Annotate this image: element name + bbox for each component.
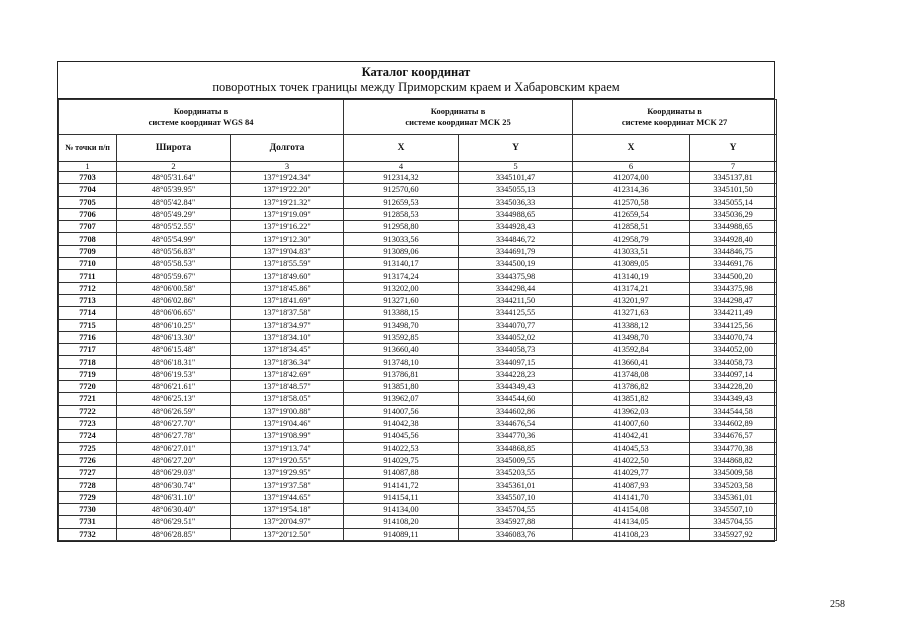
table-cell: 413786,82 [573, 381, 690, 393]
table-row [59, 270, 777, 282]
table-cell: 3344058,73 [690, 356, 777, 368]
table-cell: 48°06'15.48" [117, 344, 231, 356]
table-cell: 914134,00 [344, 504, 459, 516]
table-cell: 48°06'27.70" [117, 417, 231, 429]
point-number-cell: 7717 [59, 344, 117, 356]
table-cell: 3344211,49 [690, 307, 777, 319]
table-cell: 913140,17 [344, 258, 459, 270]
table-cell: 912570,60 [344, 184, 459, 196]
table-cell: 3344691,79 [459, 245, 573, 257]
table-cell: 414141,70 [573, 491, 690, 503]
table-cell: 48°06'31.10" [117, 491, 231, 503]
table-cell: 914007,56 [344, 405, 459, 417]
table-row [59, 467, 777, 479]
table-cell: 914042,38 [344, 417, 459, 429]
table-cell: 137°19'22.20" [231, 184, 344, 196]
table-cell: 413174,21 [573, 282, 690, 294]
catalog-subtitle: поворотных точек границы между Приморским краем и Хабаровским краем [212, 80, 620, 94]
table-cell: 412958,79 [573, 233, 690, 245]
table-cell: 913089,06 [344, 245, 459, 257]
table-cell: 912314,32 [344, 172, 459, 184]
table-cell: 48°06'18.31" [117, 356, 231, 368]
column-header-x-msk27: X [573, 135, 690, 162]
table-cell: 3344298,47 [690, 294, 777, 306]
point-number-cell: 7709 [59, 245, 117, 257]
column-index: 1 [59, 162, 117, 172]
point-number-cell: 7721 [59, 393, 117, 405]
table-cell: 3344349,43 [459, 381, 573, 393]
point-number-cell: 7719 [59, 368, 117, 380]
table-cell: 48°05'52.55" [117, 221, 231, 233]
table-cell: 3344070,77 [459, 319, 573, 331]
table-cell: 914029,75 [344, 454, 459, 466]
table-cell: 912659,53 [344, 196, 459, 208]
table-cell: 137°19'20.55" [231, 454, 344, 466]
table-cell: 913388,15 [344, 307, 459, 319]
table-cell: 137°20'12.50" [231, 528, 344, 540]
point-number-cell: 7708 [59, 233, 117, 245]
table-cell: 914089,11 [344, 528, 459, 540]
table-cell: 413271,63 [573, 307, 690, 319]
table-cell: 48°06'26.59" [117, 405, 231, 417]
table-cell: 3344058,73 [459, 344, 573, 356]
table-cell: 48°05'58.53" [117, 258, 231, 270]
table-cell: 48°05'49.29" [117, 208, 231, 220]
table-cell: 137°19'19.09" [231, 208, 344, 220]
table-cell: 137°19'12.30" [231, 233, 344, 245]
table-cell: 3344846,72 [459, 233, 573, 245]
column-index: 2 [117, 162, 231, 172]
coordinate-catalog [57, 61, 775, 542]
table-cell: 3344846,75 [690, 245, 777, 257]
catalog-title: Каталог координат [361, 65, 471, 79]
point-number-cell: 7714 [59, 307, 117, 319]
table-cell: 413748,08 [573, 368, 690, 380]
table-cell: 912858,53 [344, 208, 459, 220]
point-number-cell: 7724 [59, 430, 117, 442]
table-cell: 137°19'29.95" [231, 467, 344, 479]
table-cell: 413140,19 [573, 270, 690, 282]
table-cell: 913786,81 [344, 368, 459, 380]
table-cell: 913851,80 [344, 381, 459, 393]
table-cell: 48°06'25.13" [117, 393, 231, 405]
table-cell: 3344125,56 [690, 319, 777, 331]
table-cell: 914045,56 [344, 430, 459, 442]
table-cell: 48°05'56.83" [117, 245, 231, 257]
table-cell: 413660,41 [573, 356, 690, 368]
table-cell: 3346083,76 [459, 528, 573, 540]
table-cell: 137°19'13.74" [231, 442, 344, 454]
table-cell: 3345101,47 [459, 172, 573, 184]
table-cell: 3344676,57 [690, 430, 777, 442]
table-cell: 3344602,86 [459, 405, 573, 417]
table-row [59, 221, 777, 233]
table-row [59, 381, 777, 393]
table-cell: 3345927,88 [459, 516, 573, 528]
table-cell: 913498,70 [344, 319, 459, 331]
table-cell: 3345055,13 [459, 184, 573, 196]
table-cell: 412074,00 [573, 172, 690, 184]
table-cell: 913962,07 [344, 393, 459, 405]
table-cell: 413201,97 [573, 294, 690, 306]
table-cell: 137°19'37.58" [231, 479, 344, 491]
group-header-msk25: Координаты в системе координат МСК 25 [344, 100, 573, 135]
table-cell: 137°19'44.65" [231, 491, 344, 503]
table-cell: 48°06'27.01" [117, 442, 231, 454]
point-number-cell: 7718 [59, 356, 117, 368]
table-cell: 414007,60 [573, 417, 690, 429]
table-cell: 414042,41 [573, 430, 690, 442]
table-cell: 3344868,85 [459, 442, 573, 454]
table-body [59, 172, 777, 541]
table-cell: 48°06'00.58" [117, 282, 231, 294]
table-cell: 913271,60 [344, 294, 459, 306]
table-row [59, 516, 777, 528]
table-cell: 137°19'04.83" [231, 245, 344, 257]
coordinates-table [58, 99, 777, 541]
table-cell: 48°05'54.99" [117, 233, 231, 245]
table-cell: 3344988,65 [690, 221, 777, 233]
point-number-cell: 7722 [59, 405, 117, 417]
point-number-cell: 7720 [59, 381, 117, 393]
table-cell: 137°18'55.59" [231, 258, 344, 270]
table-cell: 137°18'48.57" [231, 381, 344, 393]
table-cell: 3344928,40 [690, 233, 777, 245]
table-cell: 3344097,14 [690, 368, 777, 380]
column-header-y-msk25: Y [459, 135, 573, 162]
table-row [59, 344, 777, 356]
table-cell: 414108,23 [573, 528, 690, 540]
column-header-longitude: Долгота [231, 135, 344, 162]
table-cell: 3345203,55 [459, 467, 573, 479]
table-cell: 913033,56 [344, 233, 459, 245]
column-index: 7 [690, 162, 777, 172]
point-number-cell: 7705 [59, 196, 117, 208]
table-row [59, 405, 777, 417]
table-cell: 3344676,54 [459, 417, 573, 429]
table-cell: 3344544,60 [459, 393, 573, 405]
table-cell: 137°19'21.32" [231, 196, 344, 208]
table-cell: 137°18'49.60" [231, 270, 344, 282]
table-cell: 414087,93 [573, 479, 690, 491]
table-cell: 137°18'34.45" [231, 344, 344, 356]
table-cell: 3345101,50 [690, 184, 777, 196]
table-cell: 3345137,81 [690, 172, 777, 184]
table-cell: 137°18'36.34" [231, 356, 344, 368]
column-header-y-msk27: Y [690, 135, 777, 162]
table-cell: 414154,08 [573, 504, 690, 516]
table-cell: 48°06'30.74" [117, 479, 231, 491]
table-row [59, 208, 777, 220]
column-header-point-number: № точки п/п [59, 135, 117, 162]
page-number: 258 [830, 599, 845, 610]
table-cell: 48°06'19.53" [117, 368, 231, 380]
column-index: 3 [231, 162, 344, 172]
table-row [59, 528, 777, 540]
table-cell: 3344770,36 [459, 430, 573, 442]
table-cell: 137°19'04.46" [231, 417, 344, 429]
table-cell: 137°19'24.34" [231, 172, 344, 184]
table-cell: 914141,72 [344, 479, 459, 491]
table-row [59, 307, 777, 319]
table-row [59, 504, 777, 516]
point-number-cell: 7725 [59, 442, 117, 454]
table-cell: 412314,36 [573, 184, 690, 196]
table-cell: 913660,40 [344, 344, 459, 356]
table-cell: 3345009,55 [459, 454, 573, 466]
column-index: 4 [344, 162, 459, 172]
table-cell: 413033,51 [573, 245, 690, 257]
table-cell: 3345704,55 [690, 516, 777, 528]
table-cell: 3344097,15 [459, 356, 573, 368]
table-cell: 3345055,14 [690, 196, 777, 208]
table-cell: 913748,10 [344, 356, 459, 368]
table-cell: 3345927,92 [690, 528, 777, 540]
table-cell: 3344544,58 [690, 405, 777, 417]
table-row [59, 184, 777, 196]
table-cell: 3344602,89 [690, 417, 777, 429]
table-cell: 914022,53 [344, 442, 459, 454]
table-cell: 137°19'00.88" [231, 405, 344, 417]
table-cell: 48°06'27.20" [117, 454, 231, 466]
table-cell: 913174,24 [344, 270, 459, 282]
table-cell: 3344125,55 [459, 307, 573, 319]
table-cell: 48°06'06.65" [117, 307, 231, 319]
table-cell: 137°20'04.97" [231, 516, 344, 528]
point-number-cell: 7713 [59, 294, 117, 306]
table-row [59, 442, 777, 454]
table-cell: 3344691,76 [690, 258, 777, 270]
table-cell: 48°06'30.40" [117, 504, 231, 516]
table-cell: 3344070,74 [690, 331, 777, 343]
table-cell: 137°18'58.05" [231, 393, 344, 405]
point-number-cell: 7711 [59, 270, 117, 282]
table-cell: 3344228,23 [459, 368, 573, 380]
table-row [59, 294, 777, 306]
table-cell: 48°06'02.86" [117, 294, 231, 306]
point-number-cell: 7703 [59, 172, 117, 184]
table-row [59, 245, 777, 257]
table-row [59, 258, 777, 270]
column-header-x-msk25: X [344, 135, 459, 162]
table-cell: 3345203,58 [690, 479, 777, 491]
table-cell: 137°18'34.97" [231, 319, 344, 331]
table-row [59, 319, 777, 331]
table-cell: 914087,88 [344, 467, 459, 479]
table-row [59, 282, 777, 294]
table-cell: 3344375,98 [459, 270, 573, 282]
table-cell: 48°06'28.85" [117, 528, 231, 540]
point-number-cell: 7706 [59, 208, 117, 220]
table-row [59, 491, 777, 503]
table-cell: 48°05'59.67" [117, 270, 231, 282]
table-cell: 412570,58 [573, 196, 690, 208]
point-number-cell: 7726 [59, 454, 117, 466]
point-number-cell: 7723 [59, 417, 117, 429]
table-cell: 137°19'54.18" [231, 504, 344, 516]
table-cell: 3344375,98 [690, 282, 777, 294]
point-number-cell: 7715 [59, 319, 117, 331]
table-cell: 413498,70 [573, 331, 690, 343]
table-cell: 3344349,43 [690, 393, 777, 405]
table-cell: 3344298,44 [459, 282, 573, 294]
table-cell: 48°05'31.64" [117, 172, 231, 184]
point-number-cell: 7716 [59, 331, 117, 343]
table-cell: 414029,77 [573, 467, 690, 479]
table-cell: 48°06'29.51" [117, 516, 231, 528]
table-cell: 3345036,33 [459, 196, 573, 208]
table-cell: 413592,84 [573, 344, 690, 356]
table-cell: 3344228,20 [690, 381, 777, 393]
table-cell: 48°05'39.95" [117, 184, 231, 196]
table-row [59, 430, 777, 442]
table-row [59, 331, 777, 343]
column-index: 5 [459, 162, 573, 172]
table-cell: 3345704,55 [459, 504, 573, 516]
table-cell: 3344770,38 [690, 442, 777, 454]
table-cell: 914154,11 [344, 491, 459, 503]
table-row [59, 479, 777, 491]
table-cell: 137°18'34.10" [231, 331, 344, 343]
group-header-wgs84: Координаты в системе координат WGS 84 [59, 100, 344, 135]
point-number-cell: 7707 [59, 221, 117, 233]
table-cell: 3344500,20 [690, 270, 777, 282]
table-cell: 913202,00 [344, 282, 459, 294]
table-cell: 3345009,58 [690, 467, 777, 479]
column-index: 6 [573, 162, 690, 172]
table-row [59, 233, 777, 245]
table-cell: 413962,03 [573, 405, 690, 417]
table-cell: 3345361,01 [690, 491, 777, 503]
table-cell: 3344988,65 [459, 208, 573, 220]
point-number-cell: 7712 [59, 282, 117, 294]
point-number-cell: 7730 [59, 504, 117, 516]
table-cell: 137°19'16.22" [231, 221, 344, 233]
table-cell: 137°18'37.58" [231, 307, 344, 319]
column-header-latitude: Широта [117, 135, 231, 162]
point-number-cell: 7732 [59, 528, 117, 540]
table-row [59, 417, 777, 429]
table-cell: 48°05'42.84" [117, 196, 231, 208]
table-row [59, 368, 777, 380]
point-number-cell: 7727 [59, 467, 117, 479]
point-number-cell: 7704 [59, 184, 117, 196]
table-cell: 48°06'13.30" [117, 331, 231, 343]
table-row [59, 172, 777, 184]
point-number-cell: 7728 [59, 479, 117, 491]
table-cell: 414022,50 [573, 454, 690, 466]
table-row [59, 454, 777, 466]
table-cell: 3345507,10 [459, 491, 573, 503]
table-cell: 48°06'10.25" [117, 319, 231, 331]
point-number-cell: 7710 [59, 258, 117, 270]
table-cell: 3344928,43 [459, 221, 573, 233]
group-header-msk27: Координаты в системе координат МСК 27 [573, 100, 777, 135]
title-block [58, 62, 774, 99]
table-cell: 3345361,01 [459, 479, 573, 491]
table-cell: 3344211,50 [459, 294, 573, 306]
table-cell: 3344500,19 [459, 258, 573, 270]
table-cell: 48°06'21.61" [117, 381, 231, 393]
table-cell: 413388,12 [573, 319, 690, 331]
table-cell: 413089,05 [573, 258, 690, 270]
table-cell: 413851,82 [573, 393, 690, 405]
point-number-cell: 7729 [59, 491, 117, 503]
table-cell: 914108,20 [344, 516, 459, 528]
table-cell: 3344052,00 [690, 344, 777, 356]
table-row [59, 356, 777, 368]
table-cell: 3344868,82 [690, 454, 777, 466]
table-cell: 412858,51 [573, 221, 690, 233]
table-cell: 137°18'41.69" [231, 294, 344, 306]
table-cell: 913592,85 [344, 331, 459, 343]
table-cell: 48°06'29.03" [117, 467, 231, 479]
table-cell: 48°06'27.78" [117, 430, 231, 442]
table-row [59, 196, 777, 208]
table-cell: 3345036,29 [690, 208, 777, 220]
table-cell: 137°18'42.69" [231, 368, 344, 380]
table-cell: 414045,53 [573, 442, 690, 454]
table-row [59, 393, 777, 405]
table-cell: 414134,05 [573, 516, 690, 528]
table-cell: 3345507,10 [690, 504, 777, 516]
table-cell: 3344052,02 [459, 331, 573, 343]
table-cell: 912958,80 [344, 221, 459, 233]
table-cell: 137°18'45.86" [231, 282, 344, 294]
table-cell: 412659,54 [573, 208, 690, 220]
table-cell: 137°19'08.99" [231, 430, 344, 442]
point-number-cell: 7731 [59, 516, 117, 528]
